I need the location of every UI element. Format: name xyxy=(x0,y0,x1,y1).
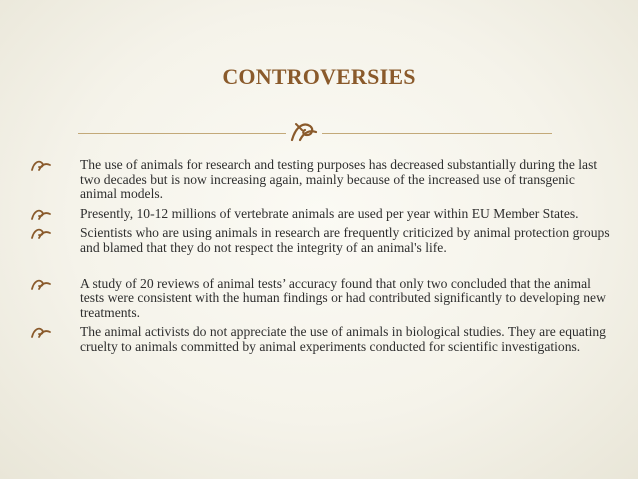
bullet-item xyxy=(30,277,610,321)
divider-line-right xyxy=(322,133,552,134)
divider-line-left xyxy=(78,133,286,134)
ornamental-bullet-icon xyxy=(30,158,52,172)
slide-title: CONTROVERSIES xyxy=(222,64,416,89)
bullet-text: Presently, 10-12 millions of vertebrate animals are used per year within EU Member States. xyxy=(80,205,579,221)
bullet-text: Scientists who are using animals in research are frequently criticized by animal protection groups and blamed that they do not respect the integrity of an animal's life. xyxy=(80,225,610,255)
title-divider xyxy=(78,120,552,140)
bullet-item xyxy=(30,325,610,354)
bullet-list xyxy=(30,158,610,360)
bullet-item xyxy=(30,226,610,255)
ornamental-swash-icon xyxy=(290,120,318,142)
bullet-text: A study of 20 reviews of animal tests’ accuracy found that only two concluded that the animal tests were consistent with the human findings or had contributed significantly to developing new treatments. xyxy=(80,275,606,320)
bullet-item xyxy=(30,158,610,202)
bullet-text: The animal activists do not appreciate the use of animals in biological studies. They are equating cruelty to animals committed by animal experiments conducted for scientific investigations. xyxy=(80,324,606,354)
ornamental-bullet-icon xyxy=(30,325,52,339)
ornamental-bullet-icon xyxy=(30,207,52,221)
ornamental-bullet-icon xyxy=(30,277,52,291)
ornamental-bullet-icon xyxy=(30,226,52,240)
bullet-item xyxy=(30,207,610,222)
bullet-text: The use of animals for research and testing purposes has decreased substantially during the last two decades but is now increasing again, mainly because of the increased use of transgenic animal models. xyxy=(80,157,598,202)
